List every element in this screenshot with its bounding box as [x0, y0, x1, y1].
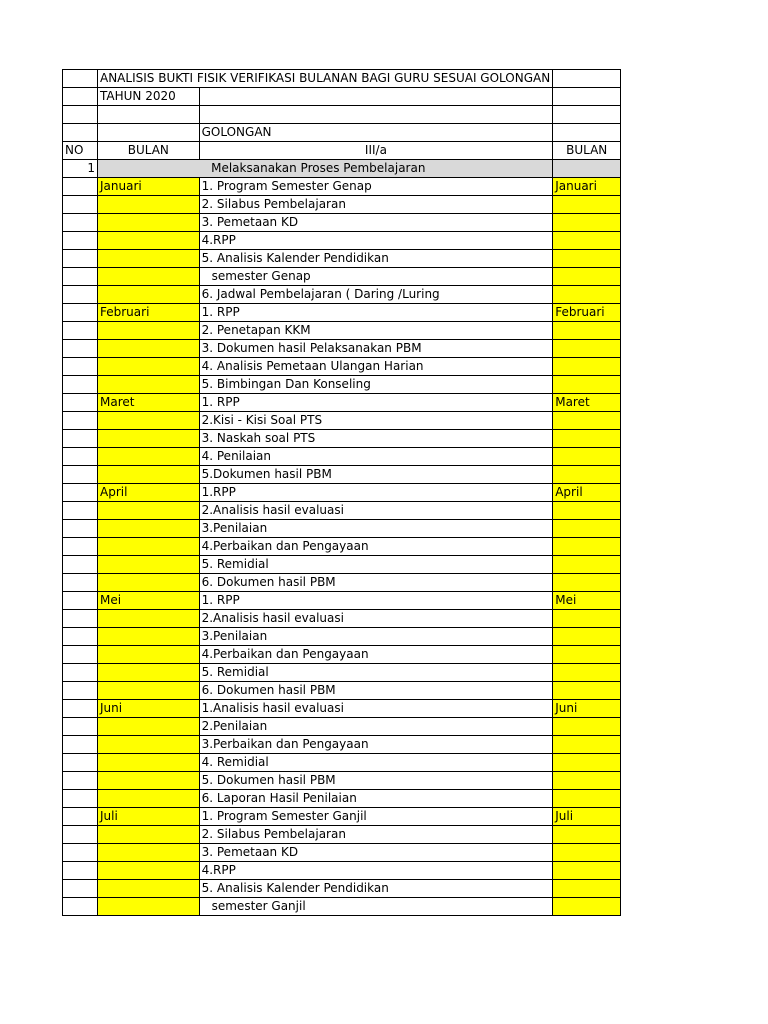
activity-item[interactable]: 2.Kisi - Kisi Soal PTS: [199, 411, 553, 429]
table-row: [63, 825, 621, 843]
cell-no[interactable]: [63, 267, 98, 285]
month-cell-right[interactable]: [553, 879, 621, 897]
activity-item[interactable]: 3. Pemetaan KD: [199, 843, 553, 861]
cell-c2[interactable]: [199, 88, 553, 106]
cell-b3[interactable]: [98, 106, 200, 124]
month-label[interactable]: Maret: [98, 393, 200, 411]
month-cell[interactable]: [98, 501, 200, 519]
month-cell[interactable]: [98, 825, 200, 843]
cell-no[interactable]: [63, 321, 98, 339]
activity-item[interactable]: 4.Perbaikan dan Pengayaan: [199, 537, 553, 555]
title-row: [63, 70, 621, 88]
table-row: [63, 681, 621, 699]
month-cell[interactable]: [98, 573, 200, 591]
year-row: [63, 88, 621, 106]
month-cell[interactable]: [98, 195, 200, 213]
month-cell[interactable]: [98, 681, 200, 699]
month-cell-right[interactable]: [553, 717, 621, 735]
month-label-right[interactable]: April: [553, 483, 621, 501]
table-row: [63, 861, 621, 879]
month-label[interactable]: Juni: [98, 699, 200, 717]
table-row: [63, 303, 621, 321]
cell-no[interactable]: [63, 501, 98, 519]
cell-no[interactable]: [63, 591, 98, 609]
cell-no[interactable]: [63, 519, 98, 537]
section-number[interactable]: 1: [63, 159, 98, 177]
month-cell[interactable]: [98, 753, 200, 771]
month-cell[interactable]: [98, 267, 200, 285]
cell-no[interactable]: [63, 357, 98, 375]
cell-b4[interactable]: [98, 123, 200, 141]
cell-d1[interactable]: [553, 70, 621, 88]
section-fill-right[interactable]: [553, 159, 621, 177]
header-no[interactable]: NO: [63, 141, 98, 159]
cell-no[interactable]: [63, 843, 98, 861]
month-cell-right[interactable]: [553, 897, 621, 915]
month-cell-right[interactable]: [553, 681, 621, 699]
cell-d2[interactable]: [553, 88, 621, 106]
cell-no[interactable]: [63, 303, 98, 321]
table-row: [63, 195, 621, 213]
month-cell[interactable]: [98, 231, 200, 249]
month-cell[interactable]: [98, 321, 200, 339]
month-cell-right[interactable]: [553, 735, 621, 753]
month-cell-right[interactable]: [553, 573, 621, 591]
month-cell-right[interactable]: [553, 663, 621, 681]
month-cell-right[interactable]: [553, 537, 621, 555]
table-row: [63, 843, 621, 861]
month-cell-right[interactable]: [553, 375, 621, 393]
table-row: [63, 699, 621, 717]
cell-no[interactable]: [63, 699, 98, 717]
table-row: [63, 753, 621, 771]
month-cell-right[interactable]: [553, 465, 621, 483]
cell-no[interactable]: [63, 411, 98, 429]
cell-a2[interactable]: [63, 88, 98, 106]
header-bulan-right[interactable]: BULAN: [553, 141, 621, 159]
activity-item[interactable]: 5. Bimbingan Dan Konseling: [199, 375, 553, 393]
activity-item[interactable]: 3.Perbaikan dan Pengayaan: [199, 735, 553, 753]
month-cell-right[interactable]: [553, 843, 621, 861]
month-label-right[interactable]: Januari: [553, 177, 621, 195]
table-row: [63, 321, 621, 339]
cell-no[interactable]: [63, 825, 98, 843]
cell-no[interactable]: [63, 789, 98, 807]
activity-item[interactable]: 2. Penetapan KKM: [199, 321, 553, 339]
table-row: [63, 177, 621, 195]
table-row: [63, 429, 621, 447]
month-cell-right[interactable]: [553, 825, 621, 843]
activity-item[interactable]: 2. Silabus Pembelajaran: [199, 825, 553, 843]
month-label-right[interactable]: Maret: [553, 393, 621, 411]
table-row: [63, 249, 621, 267]
month-cell-right[interactable]: [553, 501, 621, 519]
cell-no[interactable]: [63, 429, 98, 447]
cell-no[interactable]: [63, 609, 98, 627]
table-row: [63, 285, 621, 303]
cell-no[interactable]: [63, 285, 98, 303]
activity-item[interactable]: 2. Silabus Pembelajaran: [199, 195, 553, 213]
activity-item[interactable]: 3. Dokumen hasil Pelaksanakan PBM: [199, 339, 553, 357]
month-cell[interactable]: [98, 375, 200, 393]
month-cell-right[interactable]: [553, 195, 621, 213]
golongan-label[interactable]: GOLONGAN: [199, 123, 553, 141]
month-cell[interactable]: [98, 213, 200, 231]
month-cell-right[interactable]: [553, 249, 621, 267]
table-row: [63, 483, 621, 501]
cell-d4[interactable]: [553, 123, 621, 141]
cell-no[interactable]: [63, 897, 98, 915]
month-label-right[interactable]: Juni: [553, 699, 621, 717]
section-row: [63, 159, 621, 177]
activity-item[interactable]: 3. Pemetaan KD: [199, 213, 553, 231]
cell-no[interactable]: [63, 231, 98, 249]
month-cell[interactable]: [98, 429, 200, 447]
month-cell[interactable]: [98, 609, 200, 627]
activity-item[interactable]: 1.Analisis hasil evaluasi: [199, 699, 553, 717]
table-row: [63, 771, 621, 789]
activity-item[interactable]: 1. Program Semester Genap: [199, 177, 553, 195]
month-cell-right[interactable]: [553, 627, 621, 645]
activity-item[interactable]: 4. Remidial: [199, 753, 553, 771]
activity-item[interactable]: 2.Analisis hasil evaluasi: [199, 501, 553, 519]
document-title[interactable]: ANALISIS BUKTI FISIK VERIFIKASI BULANAN BAGI GURU SESUAI GOLONGAN: [98, 70, 553, 88]
activity-item[interactable]: 4.RPP: [199, 861, 553, 879]
cell-a4[interactable]: [63, 123, 98, 141]
cell-no[interactable]: [63, 771, 98, 789]
activity-item[interactable]: 2.Penilaian: [199, 717, 553, 735]
table-row: [63, 645, 621, 663]
table-row: [63, 573, 621, 591]
activity-item[interactable]: 1. RPP: [199, 393, 553, 411]
month-cell[interactable]: [98, 447, 200, 465]
cell-no[interactable]: [63, 627, 98, 645]
table-row: [63, 627, 621, 645]
month-cell-right[interactable]: [553, 339, 621, 357]
activity-item[interactable]: 6. Dokumen hasil PBM: [199, 681, 553, 699]
cell-no[interactable]: [63, 177, 98, 195]
month-cell[interactable]: [98, 627, 200, 645]
table-row: [63, 447, 621, 465]
table-row: [63, 393, 621, 411]
activity-item[interactable]: 1. Program Semester Ganjil: [199, 807, 553, 825]
table-row: [63, 609, 621, 627]
month-cell-right[interactable]: [553, 429, 621, 447]
activity-item[interactable]: semester Genap: [199, 267, 553, 285]
month-cell[interactable]: [98, 897, 200, 915]
activity-item[interactable]: 6. Dokumen hasil PBM: [199, 573, 553, 591]
month-cell-right[interactable]: [553, 411, 621, 429]
cell-no[interactable]: [63, 735, 98, 753]
table-row: [63, 897, 621, 915]
month-label[interactable]: Juli: [98, 807, 200, 825]
cell-no[interactable]: [63, 339, 98, 357]
table-row: [63, 213, 621, 231]
month-cell[interactable]: [98, 339, 200, 357]
activity-item[interactable]: 3. Naskah soal PTS: [199, 429, 553, 447]
activity-item[interactable]: 5. Remidial: [199, 555, 553, 573]
month-cell-right[interactable]: [553, 609, 621, 627]
activity-item[interactable]: 5. Analisis Kalender Pendidikan: [199, 249, 553, 267]
month-cell[interactable]: [98, 285, 200, 303]
month-cell-right[interactable]: [553, 861, 621, 879]
cell-no[interactable]: [63, 861, 98, 879]
table-row: [63, 663, 621, 681]
month-cell[interactable]: [98, 735, 200, 753]
activity-item[interactable]: 4.Perbaikan dan Pengayaan: [199, 645, 553, 663]
month-label[interactable]: Januari: [98, 177, 200, 195]
month-label-right[interactable]: Mei: [553, 591, 621, 609]
section-title[interactable]: Melaksanakan Proses Pembelajaran: [199, 159, 553, 177]
activity-item[interactable]: 5. Analisis Kalender Pendidikan: [199, 879, 553, 897]
month-cell-right[interactable]: [553, 213, 621, 231]
month-cell-right[interactable]: [553, 357, 621, 375]
section-fill[interactable]: [98, 159, 200, 177]
month-cell[interactable]: [98, 843, 200, 861]
cell-no[interactable]: [63, 717, 98, 735]
table-row: [63, 375, 621, 393]
table-row: [63, 591, 621, 609]
table-row: [63, 789, 621, 807]
activity-item[interactable]: 1. RPP: [199, 591, 553, 609]
month-cell[interactable]: [98, 663, 200, 681]
month-label[interactable]: April: [98, 483, 200, 501]
header-golongan[interactable]: III/a: [199, 141, 553, 159]
month-cell[interactable]: [98, 411, 200, 429]
month-cell-right[interactable]: [553, 231, 621, 249]
month-cell[interactable]: [98, 717, 200, 735]
activity-item[interactable]: 5. Dokumen hasil PBM: [199, 771, 553, 789]
cell-a1[interactable]: [63, 70, 98, 88]
cell-no[interactable]: [63, 249, 98, 267]
activity-item[interactable]: 1.RPP: [199, 483, 553, 501]
table-row: [63, 465, 621, 483]
month-cell-right[interactable]: [553, 321, 621, 339]
month-cell[interactable]: [98, 357, 200, 375]
cell-no[interactable]: [63, 555, 98, 573]
month-label[interactable]: Februari: [98, 303, 200, 321]
table-row: [63, 807, 621, 825]
cell-no[interactable]: [63, 213, 98, 231]
month-cell[interactable]: [98, 537, 200, 555]
cell-no[interactable]: [63, 465, 98, 483]
cell-no[interactable]: [63, 483, 98, 501]
month-label[interactable]: Mei: [98, 591, 200, 609]
month-cell[interactable]: [98, 771, 200, 789]
table-row: [63, 411, 621, 429]
cell-no[interactable]: [63, 573, 98, 591]
month-cell[interactable]: [98, 465, 200, 483]
month-cell-right[interactable]: [553, 789, 621, 807]
table-row: [63, 519, 621, 537]
cell-no[interactable]: [63, 807, 98, 825]
table-row: [63, 879, 621, 897]
table-row: [63, 357, 621, 375]
month-cell-right[interactable]: [553, 645, 621, 663]
cell-no[interactable]: [63, 375, 98, 393]
spreadsheet-body: [63, 70, 621, 916]
activity-item[interactable]: 1. RPP: [199, 303, 553, 321]
cell-no[interactable]: [63, 195, 98, 213]
month-label-right[interactable]: Juli: [553, 807, 621, 825]
month-cell-right[interactable]: [553, 771, 621, 789]
table-row: [63, 735, 621, 753]
month-cell[interactable]: [98, 861, 200, 879]
activity-item[interactable]: 4. Analisis Pemetaan Ulangan Harian: [199, 357, 553, 375]
month-label-right[interactable]: Februari: [553, 303, 621, 321]
header-row: [63, 141, 621, 159]
activity-item[interactable]: 5. Remidial: [199, 663, 553, 681]
month-cell[interactable]: [98, 249, 200, 267]
activity-item[interactable]: 4.RPP: [199, 231, 553, 249]
cell-c3[interactable]: [199, 106, 553, 124]
month-cell-right[interactable]: [553, 285, 621, 303]
cell-no[interactable]: [63, 663, 98, 681]
activity-item[interactable]: 6. Laporan Hasil Penilaian: [199, 789, 553, 807]
month-cell[interactable]: [98, 519, 200, 537]
month-cell[interactable]: [98, 645, 200, 663]
cell-no[interactable]: [63, 447, 98, 465]
cell-no[interactable]: [63, 879, 98, 897]
month-cell-right[interactable]: [553, 519, 621, 537]
table-row: [63, 267, 621, 285]
header-bulan[interactable]: BULAN: [98, 141, 200, 159]
blank-row: [63, 106, 621, 124]
cell-a3[interactable]: [63, 106, 98, 124]
month-cell-right[interactable]: [553, 267, 621, 285]
activity-item[interactable]: 5.Dokumen hasil PBM: [199, 465, 553, 483]
activity-item[interactable]: 2.Analisis hasil evaluasi: [199, 609, 553, 627]
cell-no[interactable]: [63, 681, 98, 699]
table-row: [63, 555, 621, 573]
table-row: [63, 717, 621, 735]
cell-d3[interactable]: [553, 106, 621, 124]
table-row: [63, 231, 621, 249]
month-cell[interactable]: [98, 879, 200, 897]
activity-item[interactable]: 3.Penilaian: [199, 627, 553, 645]
document-year[interactable]: TAHUN 2020: [98, 88, 200, 106]
spreadsheet-table: [62, 69, 621, 916]
cell-no[interactable]: [63, 537, 98, 555]
month-cell-right[interactable]: [553, 555, 621, 573]
month-cell[interactable]: [98, 555, 200, 573]
golongan-label-row: [63, 123, 621, 141]
cell-no[interactable]: [63, 645, 98, 663]
table-row: [63, 501, 621, 519]
table-row: [63, 339, 621, 357]
activity-item[interactable]: 3.Penilaian: [199, 519, 553, 537]
activity-item[interactable]: semester Ganjil: [199, 897, 553, 915]
month-cell[interactable]: [98, 789, 200, 807]
cell-no[interactable]: [63, 753, 98, 771]
month-cell-right[interactable]: [553, 447, 621, 465]
activity-item[interactable]: 4. Penilaian: [199, 447, 553, 465]
activity-item[interactable]: 6. Jadwal Pembelajaran ( Daring /Luring: [199, 285, 553, 303]
cell-no[interactable]: [63, 393, 98, 411]
table-row: [63, 537, 621, 555]
month-cell-right[interactable]: [553, 753, 621, 771]
